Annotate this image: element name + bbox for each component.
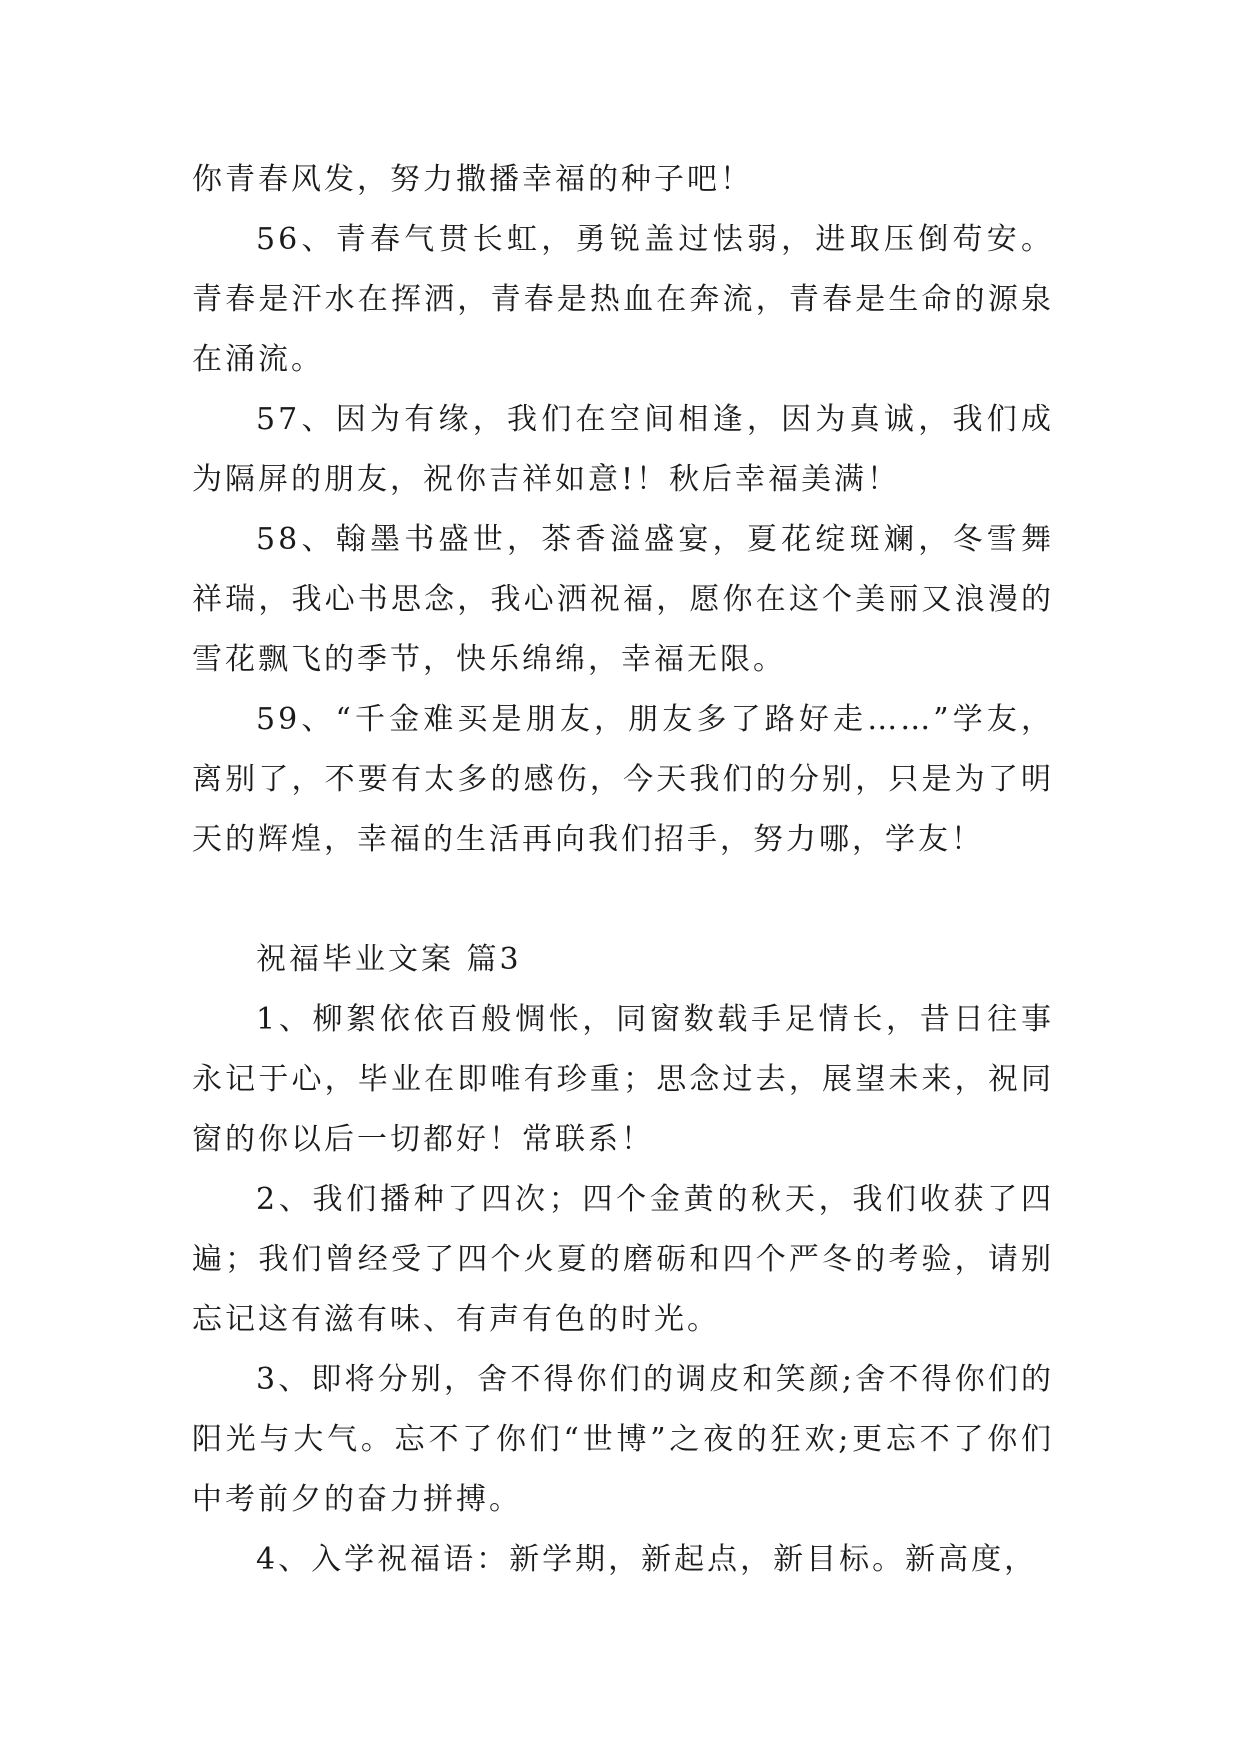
- paragraph-item-59: 59、“千金难买是朋友，朋友多了路好走……”学友，离别了，不要有太多的感伤，今天我们的分别，只是为了明天的辉煌，幸福的生活再向我们招手，努力哪，学友！: [192, 702, 1054, 857]
- paragraph-item-57: 57、因为有缘，我们在空间相逢，因为真诚，我们成为隔屏的朋友，祝你吉祥如意!！秋后幸福美满！: [192, 402, 1054, 497]
- paragraph-item-58: 58、翰墨书盛世，茶香溢盛宴，夏花绽斑斓，冬雪舞祥瑞，我心书思念，我心洒祝福，愿你在这个美丽又浪漫的雪花飘飞的季节，快乐绵绵，幸福无限。: [192, 522, 1054, 677]
- paragraph-item-56: 56、青春气贯长虹，勇锐盖过怯弱，进取压倒苟安。青春是汗水在挥洒，青春是热血在奔流，青春是生命的源泉在涌流。: [192, 222, 1054, 377]
- paragraph-item-4: 4、入学祝福语：新学期，新起点，新目标。新高度，: [256, 1542, 1038, 1577]
- paragraph-item-3: 3、即将分别，舍不得你们的调皮和笑颜;舍不得你们的阳光与大气。忘不了你们“世博”之夜的狂欢;更忘不了你们中考前夕的奋力拼搏。: [192, 1362, 1054, 1517]
- paragraph-item-1: 1、柳絮依依百般惆怅，同窗数载手足情长，昔日往事永记于心，毕业在即唯有珍重；思念过去，展望未来，祝同窗的你以后一切都好！常联系！: [192, 1002, 1054, 1157]
- paragraph-continuation: 你青春风发，努力撒播幸福的种子吧！: [192, 162, 753, 197]
- document-body: [192, 150, 1054, 1590]
- paragraph-item-2: 2、我们播种了四次；四个金黄的秋天，我们收获了四遍；我们曾经受了四个火夏的磨砺和四个严冬的考验，请别忘记这有滋有味、有声有色的时光。: [192, 1182, 1054, 1337]
- section-heading: 祝福毕业文案 篇3: [256, 942, 522, 977]
